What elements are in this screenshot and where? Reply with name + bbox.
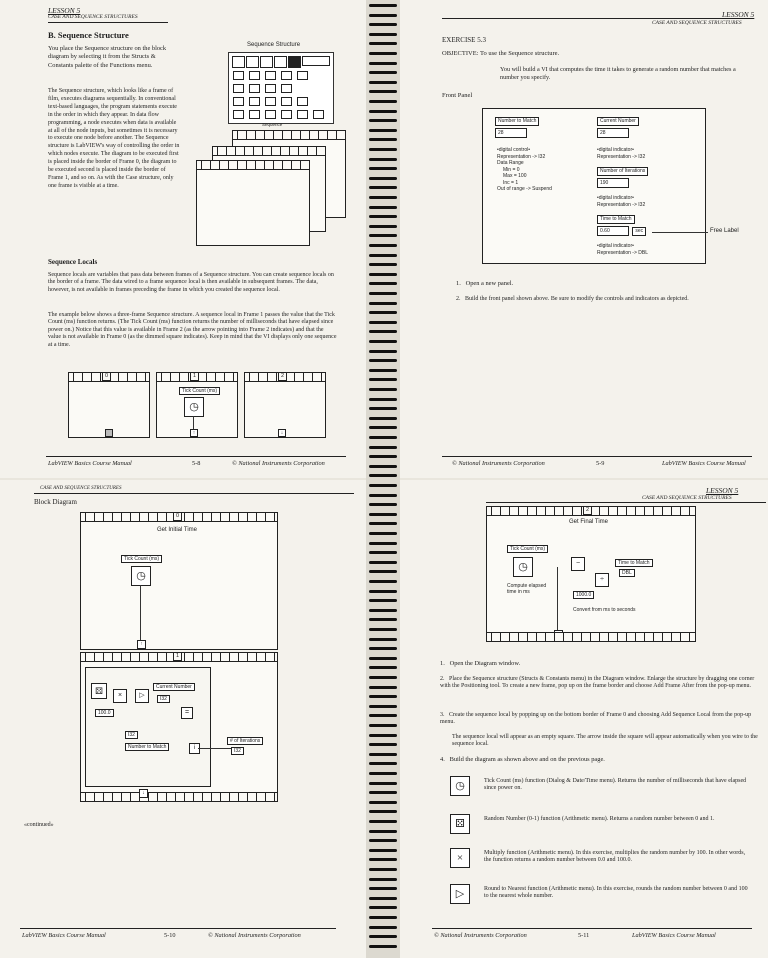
body-paragraph-2: Sequence locals are variables that pass data between frames of a Sequence structure. You can create sequence locals on the border of a frame. The data wired to a frame sequence local is then available in subsequent frames. The data, however, is not available in frames preceding the frame in which you created the sequence local. [48, 272, 334, 293]
dice-icon: ⚄ [91, 683, 107, 699]
binding-coil [369, 542, 397, 545]
binding-coil [369, 138, 397, 141]
time-to-match-label: Time to Match [615, 559, 653, 567]
binding-coil [369, 762, 397, 765]
page-5-11 [400, 480, 768, 958]
binding-coil [369, 90, 397, 93]
binding-coil [369, 340, 397, 343]
binding-coil [369, 273, 397, 276]
binding-coil [369, 158, 397, 161]
example-frame-1: 1 Tick Count (ms) ◷ ↑ [156, 372, 238, 438]
footer-left: © National Instruments Corporation [434, 932, 527, 939]
footer-right: © National Instruments Corporation [208, 932, 301, 939]
diagram-frame-1: 1 ⚄ × ▷ 100.0 Current Number I32 = I32 Number to Match i # of Iterations I32 ↓ [80, 652, 278, 802]
header-lesson: LESSON 5 [48, 6, 81, 15]
binding-coil [369, 858, 397, 861]
front-panel-window [482, 108, 706, 264]
binding-coil [369, 446, 397, 449]
binding-coil [369, 100, 397, 103]
header-subtitle: CASE AND SEQUENCE STRUCTURES [40, 486, 122, 491]
binding-coil [369, 311, 397, 314]
step-1: 1. Open a new panel. [456, 280, 514, 287]
footer-left: © National Instruments Corporation [452, 460, 545, 467]
step-2: 2. Build the front panel shown above. Be sure to modify the controls and indicators as depicted. [456, 296, 689, 302]
frame-0-title: Get Initial Time [157, 527, 198, 533]
binding-coil [369, 705, 397, 708]
binding-coil [369, 609, 397, 612]
binding-coil [369, 215, 397, 218]
header-subtitle: CASE AND SEQUENCE STRUCTURES [642, 495, 732, 501]
current-number-indicator: Current Number 28 [597, 117, 639, 138]
footer-left: LabVIEW Basics Course Manual [22, 932, 106, 939]
binding-coil [369, 23, 397, 26]
binding-coil [369, 638, 397, 641]
binding-coil [369, 378, 397, 381]
tick-count-label: Tick Count (ms) [179, 387, 220, 395]
binding-coil [369, 292, 397, 295]
step-2: 2. Place the Sequence structure (Structs & Constants menu) in the Diagram window. Enlarge the structure by dragging one corner with the Positioning tool. To create a new frame, pop up on the frame border and choose Add Frame After from the pop-up menu. [440, 676, 755, 690]
binding-coil [369, 513, 397, 516]
example-frame-2: 2 ↓ [244, 372, 326, 438]
function-round: Round to Nearest function (Arithmetic menu). In this exercise, rounds the random number between 0 and 100 to the nearest whole number. [484, 886, 748, 900]
diagram-frame-0: 0 Get Initial Time Tick Count (ms) ◷ ↑ [80, 512, 278, 650]
const-1000: 1000.0 [573, 591, 594, 599]
binding-coil [369, 81, 397, 84]
binding-coil [369, 52, 397, 55]
continued-label: «continued» [24, 822, 54, 828]
free-label-callout: Free Label [710, 228, 739, 234]
clock-icon: ◷ [450, 776, 470, 796]
front-panel-heading: Front Panel [442, 92, 473, 99]
number-to-match-control[interactable] [495, 117, 539, 138]
binding-coil [369, 647, 397, 650]
body-paragraph-1: The Sequence structure, which looks like a frame of film, executes diagrams sequentially. In conventional text-based languages, the program statements execute in the order in which they appear. In data flow programming, a node executes when data is available at all of the node inputs, but sometimes it is necessary to execute one node before another. The Sequence structure is LabVIEW's way of controlling the order in which nodes execute. The diagram to be executed first is placed inside the border of Frame 0, the diagram to be executed second is placed inside the border of Frame 1, and so on. As with the Case structure, only one frame is visible at a time. [48, 88, 180, 189]
binding-coil [369, 407, 397, 410]
compute-note: Compute elapsed time in ms [507, 583, 547, 595]
footer-page: 5-11 [578, 932, 590, 939]
binding-coil [369, 657, 397, 660]
palette-caption: Sequence [262, 122, 283, 127]
iterations-terminal: I32 [231, 747, 244, 755]
binding-coil [369, 666, 397, 669]
binding-coil [369, 186, 397, 189]
frame-0-selector: 0 [173, 512, 182, 521]
tick-count-label: Tick Count (ms) [121, 555, 162, 563]
binding-coil [369, 42, 397, 45]
binding-coil [369, 830, 397, 833]
sequence-frame-front [196, 160, 310, 246]
binding-coil [369, 810, 397, 813]
frame-2-title: Get Final Time [569, 519, 609, 525]
number-to-match-value[interactable]: 28 [495, 128, 527, 138]
diagram-frame-2 [486, 506, 696, 642]
current-number-notes: •digital indicator• Representation -> I32 [597, 147, 646, 160]
binding-coil [369, 916, 397, 919]
multiply-icon: × [450, 848, 470, 868]
binding-coil [369, 897, 397, 900]
number-to-match-label: Number to Match [495, 117, 539, 126]
binding-coil [369, 503, 397, 506]
binding-spine [366, 0, 400, 958]
binding-coil [369, 791, 397, 794]
binding-coil [369, 753, 397, 756]
binding-coil [369, 590, 397, 593]
binding-coil [369, 782, 397, 785]
binding-coil [369, 926, 397, 929]
binding-coil [369, 436, 397, 439]
subtract-icon: − [571, 557, 585, 571]
footer-right: LabVIEW Basics Course Manual [632, 932, 716, 939]
binding-coil [369, 561, 397, 564]
palette-title: Sequence Structure [247, 42, 301, 48]
binding-coil [369, 14, 397, 17]
binding-coil [369, 426, 397, 429]
clock-icon: ◷ [131, 566, 151, 586]
binding-coil [369, 551, 397, 554]
current-number-label: Current Number [153, 683, 195, 691]
binding-coil [369, 263, 397, 266]
exercise-title: EXERCISE 5.3 [442, 36, 486, 44]
binding-coil [369, 570, 397, 573]
iteration-icon: i [189, 743, 200, 754]
round-icon: ▷ [450, 884, 470, 904]
section-title: B. Sequence Structure [48, 30, 129, 40]
binding-coil [369, 676, 397, 679]
binding-coil [369, 119, 397, 122]
frame-selector-2: 2 [278, 372, 287, 381]
binding-coil [369, 234, 397, 237]
iterations-notes: •digital indicator• Representation -> I32 [597, 195, 646, 208]
binding-coil [369, 148, 397, 151]
dice-icon: ⚄ [450, 814, 470, 834]
match-terminal: I32 [125, 731, 138, 739]
frame-selector-1: 1 [190, 372, 199, 381]
binding-coil [369, 398, 397, 401]
binding-coil [369, 599, 397, 602]
binding-coil [369, 417, 397, 420]
page-5-8 [0, 0, 366, 478]
time-unit-label: sec [632, 227, 646, 236]
binding-coil [369, 4, 397, 7]
binding-coil [369, 254, 397, 257]
binding-coil [369, 772, 397, 775]
function-tick-count: Tick Count (ms) function (Dialog & Date/Time menu). Returns the number of milliseconds that have elapsed since power on. [484, 778, 747, 792]
convert-note: Convert from ms to seconds [573, 607, 636, 613]
binding-coil [369, 686, 397, 689]
binding-coil [369, 906, 397, 909]
function-multiply: Multiply function (Arithmetic menu). In this exercise, multiplies the random number by 100. In other words, the function returns a random number between 0.0 and 100.0. [484, 850, 746, 864]
binding-coil [369, 474, 397, 477]
time-to-match-indicator: Time to Match 0.60 sec [597, 215, 646, 236]
footer-page: 5-9 [596, 460, 605, 467]
binding-coil [369, 359, 397, 362]
frame-2-selector: 2 [583, 506, 592, 515]
binding-coil [369, 177, 397, 180]
binding-coil [369, 465, 397, 468]
page-5-9 [400, 0, 768, 478]
divide-icon: ÷ [595, 573, 609, 587]
binding-coil [369, 887, 397, 890]
binding-coil [369, 724, 397, 727]
binding-coil [369, 618, 397, 621]
header-subtitle: CASE AND SEQUENCE STRUCTURES [48, 14, 138, 20]
current-number-terminal: I32 [157, 695, 170, 703]
binding-coil [369, 206, 397, 209]
binding-coil [369, 945, 397, 948]
step-4: 4. Build the diagram as shown above and on the previous page. [440, 756, 605, 763]
binding-coil [369, 302, 397, 305]
subheading-sequence-locals: Sequence Locals [48, 258, 98, 266]
block-diagram-heading: Block Diagram [34, 498, 77, 506]
binding-coil [369, 196, 397, 199]
step-3: 3. Create the sequence local by popping up on the bottom border of Frame 0 and choosing Add Sequence Local from the pop-up menu. [440, 712, 752, 726]
binding-coil [369, 321, 397, 324]
binding-coil [369, 532, 397, 535]
clock-icon: ◷ [184, 397, 204, 417]
clock-icon: ◷ [513, 557, 533, 577]
example-frame-0 [68, 372, 150, 438]
binding-coil [369, 580, 397, 583]
const-100: 100.0 [95, 709, 114, 717]
match-label: Number to Match [125, 743, 169, 751]
task-description: You will build a VI that computes the time it takes to generate a random number that matches a number you specify. [500, 66, 736, 81]
binding-coil [369, 734, 397, 737]
binding-coil [369, 522, 397, 525]
binding-coil [369, 225, 397, 228]
binding-coil [369, 129, 397, 132]
binding-coil [369, 868, 397, 871]
number-to-match-notes: •digital control• Representation -> I32 Data Range Min = 0 Max = 100 Inc = 1 Out of range -> Suspend [497, 147, 552, 192]
objective: OBJECTIVE: To use the Sequence structure. [442, 50, 560, 57]
binding-coil [369, 695, 397, 698]
time-to-match-notes: •digital indicator• Representation -> DBL [597, 243, 649, 256]
binding-coil [369, 244, 397, 247]
binding-coil [369, 820, 397, 823]
function-random-number: Random Number (0-1) function (Arithmetic menu). Returns a random number between 0 and 1. [484, 816, 715, 822]
binding-coil [369, 839, 397, 842]
header-subtitle: CASE AND SEQUENCE STRUCTURES [652, 20, 742, 26]
structs-palette [228, 52, 334, 124]
binding-coil [369, 849, 397, 852]
binding-coil [369, 167, 397, 170]
binding-coil [369, 801, 397, 804]
binding-coil [369, 878, 397, 881]
binding-coil [369, 62, 397, 65]
round-icon: ▷ [135, 689, 149, 703]
binding-coil [369, 743, 397, 746]
binding-coil [369, 110, 397, 113]
footer-page: 5-10 [164, 932, 176, 939]
step-3-note: The sequence local will appear as an empty square. The arrow inside the square will appear automatically when you wire to the sequence local. [452, 734, 758, 748]
binding-coil [369, 714, 397, 717]
iterations-label: # of Iterations [227, 737, 263, 745]
multiply-icon: × [113, 689, 127, 703]
tick-count-label: Tick Count (ms) [507, 545, 548, 553]
binding-coil [369, 71, 397, 74]
binding-coil [369, 369, 397, 372]
binding-coil [369, 330, 397, 333]
footer-left: LabVIEW Basics Course Manual [48, 460, 132, 467]
body-paragraph-3: The example below shows a three-frame Sequence structure. A sequence local in Frame 1 passes the value that the Tick Count (ms) function returns. (The Tick Count (ms) function returns the number of milliseconds that have elapsed since power on.) Notice that this value is available in Frame 2 (as the arrow pointing into Frame 2 indicates) and that the value is not available in Frame 0 (as the dimmed square indicates). Keep in mind that the VI displays only one sequence at a time. [48, 312, 337, 348]
time-to-match-terminal: DBL [619, 569, 635, 577]
page-5-10 [0, 480, 366, 958]
binding-coil [369, 350, 397, 353]
binding-coil [369, 494, 397, 497]
intro-paragraph: You place the Sequence structure on the block diagram by selecting it from the Structs & Constants palette of the Functions menu. [48, 45, 167, 69]
binding-coil [369, 282, 397, 285]
binding-coil [369, 484, 397, 487]
binding-coil [369, 455, 397, 458]
frame-selector-0: 0 [102, 372, 111, 381]
step-1: 1. Open the Diagram window. [440, 660, 521, 667]
iterations-indicator: Number of Iterations 190 [597, 167, 648, 188]
binding-coil [369, 628, 397, 631]
equal-icon: = [181, 707, 193, 719]
footer-right: © National Instruments Corporation [232, 460, 325, 467]
footer-right: LabVIEW Basics Course Manual [662, 460, 746, 467]
binding-coil [369, 388, 397, 391]
header-lesson: LESSON 5 [722, 10, 755, 19]
binding-coil [369, 935, 397, 938]
binding-coil [369, 33, 397, 36]
header-lesson: LESSON 5 [706, 486, 739, 495]
frame-1-selector: 1 [173, 652, 182, 661]
footer-page: 5-8 [192, 460, 201, 467]
